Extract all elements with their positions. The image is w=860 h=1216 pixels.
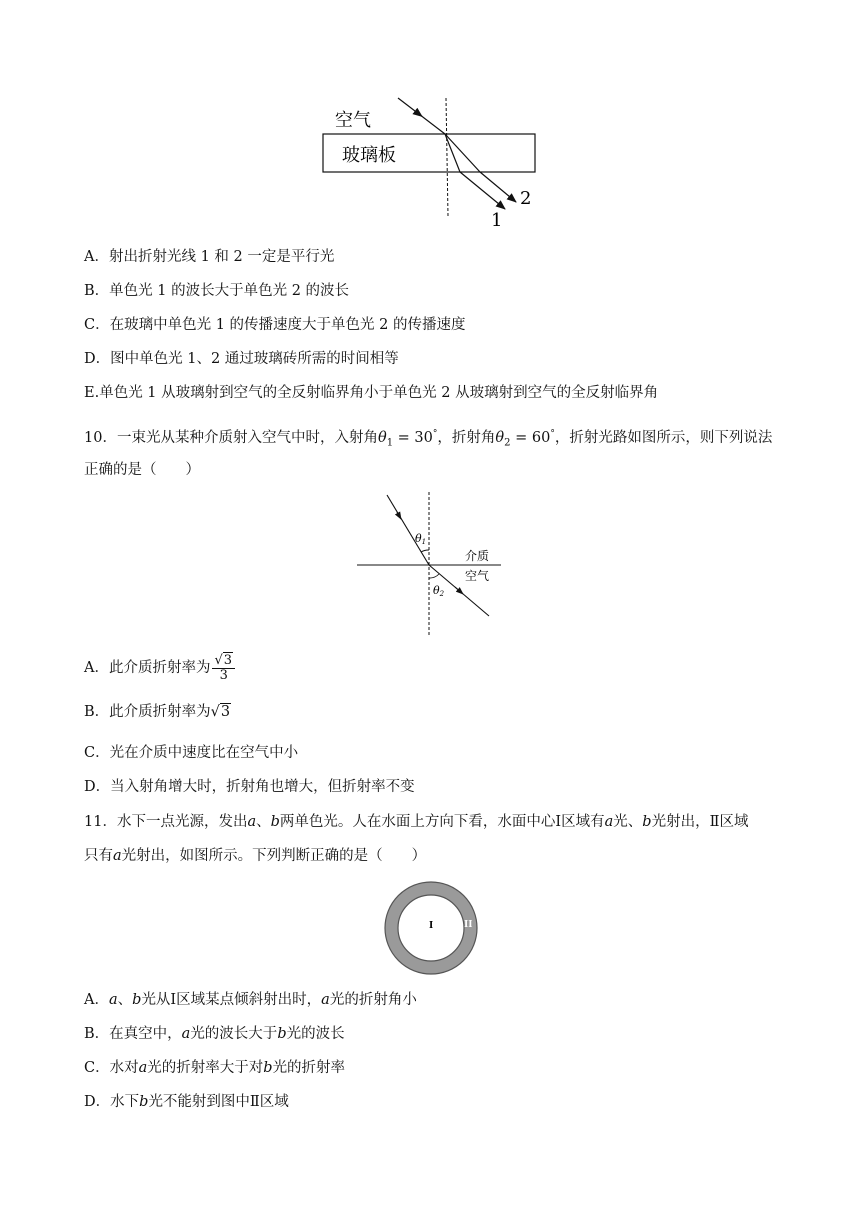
q10-option-a: A．此介质折射率为 $\frac{√3}{3}$	[84, 651, 790, 685]
q11-option-b: B．在真空中，a光的波长大于b光的波长	[84, 1026, 345, 1042]
q11-option-c: C．水对a光的折射率大于对b光的折射率	[84, 1060, 346, 1076]
q10-option-c: C．光在介质中速度比在空气中小	[84, 745, 299, 761]
air-label: 空气	[335, 110, 371, 131]
medium-label: 介质	[465, 549, 490, 563]
q9-option-b: B．单色光 1 的波长大于单色光 2 的波长	[84, 283, 350, 299]
theta1-label: θ1	[415, 532, 427, 546]
q10-option-b: B．此介质折射率为√3	[84, 704, 231, 720]
region-1-label: I	[429, 921, 434, 931]
theta2-label: θ2	[433, 584, 445, 598]
ray-2-label: 2	[520, 188, 532, 209]
q9-option-c: C．在玻璃中单色光 1 的传播速度大于单色光 2 的传播速度	[84, 317, 466, 333]
q11-stem-line2: 只有a光射出，如图所示。下列判断正确的是（ ）	[84, 848, 427, 864]
q11-option-a: A．a、b光从Ⅰ区域某点倾斜射出时，a光的折射角小	[84, 992, 417, 1008]
water-surface-figure	[383, 880, 479, 976]
q9-option-e: E.单色光 1 从玻璃射到空气的全反射临界角小于单色光 2 从玻璃射到空气的全反射临界角	[84, 385, 659, 401]
medium-air-figure	[355, 490, 505, 638]
incident-ray-2	[387, 495, 429, 565]
q11-option-d: D．水下b光不能射到图中Ⅱ区域	[84, 1094, 289, 1110]
normal-line	[446, 98, 448, 216]
q11-stem-line1: 11．水下一点光源，发出a、b两单色光。人在水面上方向下看，水面中心Ⅰ区域有a光、b光射出，Ⅱ区域	[84, 814, 749, 830]
fraction-sqrt3-over-3: $\frac{√3}{3}$	[212, 654, 235, 683]
ray-1-label: 1	[491, 210, 503, 231]
glass-label: 玻璃板	[342, 145, 396, 166]
region-2-label: II	[464, 920, 473, 930]
q9-option-a: A．射出折射光线 1 和 2 一定是平行光	[84, 249, 335, 265]
ray-2-in-glass	[445, 134, 480, 172]
q10-stem-line1: 10．一束光从某种介质射入空气中时，入射角$\theta_1 = 30^\circ$，折射角$\theta_2 = 60^\circ$，折射光路如图所示，则下列说法	[84, 429, 773, 449]
q10-option-d: D．当入射角增大时，折射角也增大，但折射率不变	[84, 779, 415, 795]
air-label-2: 空气	[465, 569, 490, 583]
q9-option-d: D．图中单色光 1、2 通过玻璃砖所需的时间相等	[84, 351, 399, 367]
ray-2-out	[480, 172, 516, 202]
q10-stem-line2: 正确的是（ ）	[84, 462, 200, 478]
ray-1-out	[460, 172, 505, 209]
glass-plate-figure	[320, 92, 545, 232]
